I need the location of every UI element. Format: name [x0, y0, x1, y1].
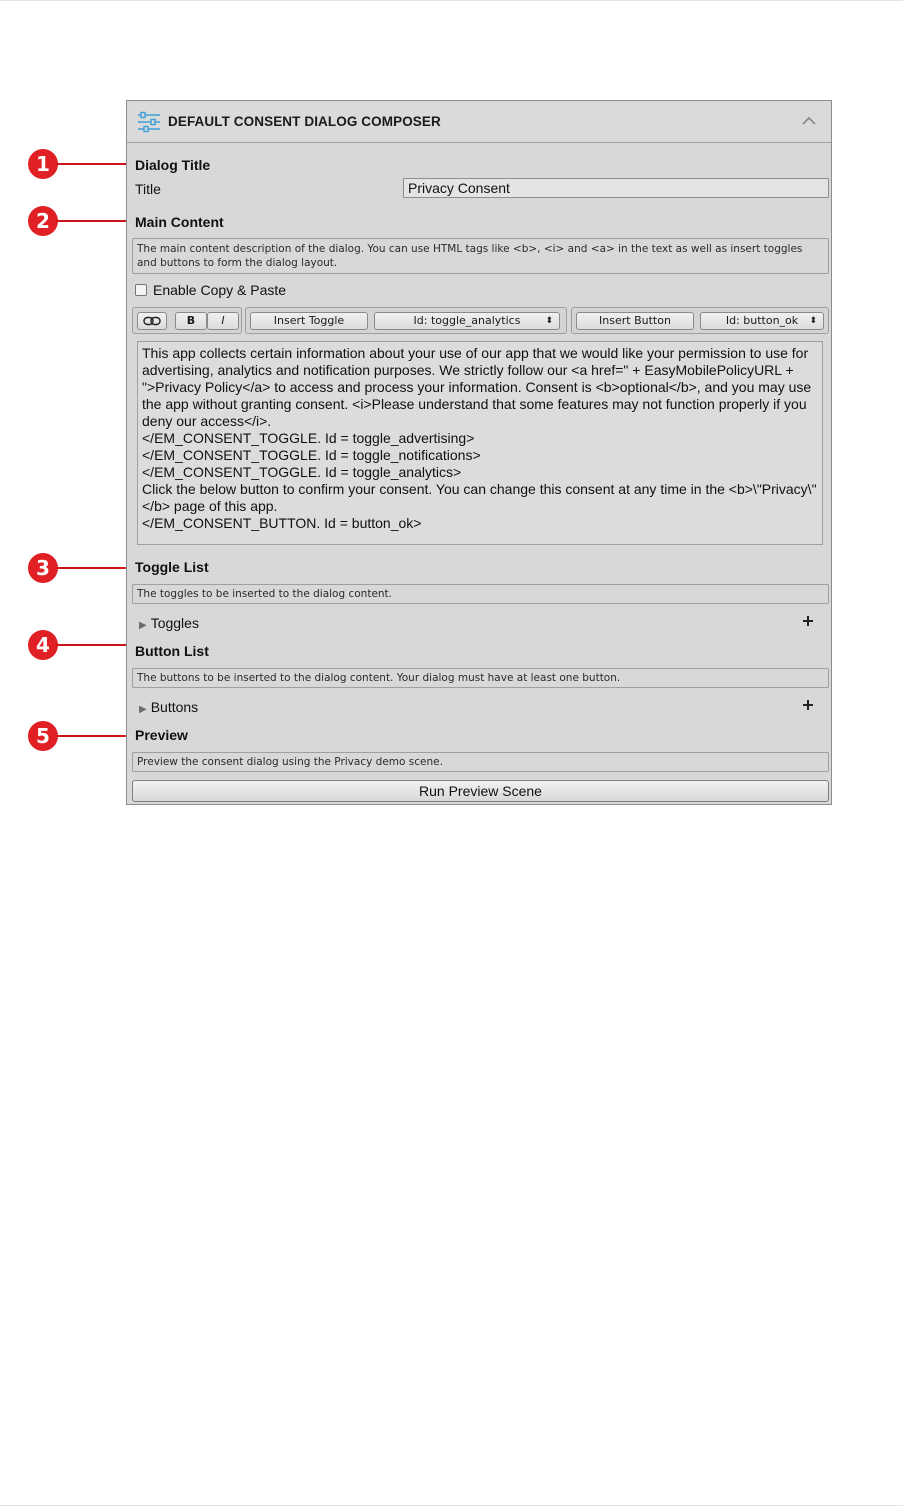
buttons-foldout-label: Buttons	[150, 699, 199, 715]
toggle-list-help: The toggles to be inserted to the dialog content.	[132, 584, 829, 604]
italic-button[interactable]: I	[207, 312, 239, 330]
main-content-help: The main content description of the dialog. You can use HTML tags like <b>, <i> and <a> in the text as well as insert toggles and buttons to form the dialog layout.	[132, 238, 829, 274]
format-toolbar	[132, 307, 242, 334]
insert-button-button[interactable]: Insert Button	[576, 312, 694, 330]
toggle-toolbar	[245, 307, 567, 334]
bottom-divider	[0, 1505, 903, 1506]
callout-badge: 1	[28, 149, 58, 179]
callout-badge: 2	[28, 206, 58, 236]
consent-composer-panel	[126, 100, 832, 805]
copy-paste-label: Enable Copy & Paste	[153, 282, 287, 298]
title-field-label: Title	[135, 181, 161, 197]
add-toggle-icon[interactable]	[801, 614, 815, 628]
add-button-icon[interactable]	[801, 698, 815, 712]
chevron-up-icon[interactable]	[801, 115, 817, 127]
toggles-foldout-label: Toggles	[150, 615, 199, 631]
bold-button[interactable]: B	[175, 312, 207, 330]
select-arrows-icon: ⬍	[809, 316, 817, 326]
toggle-id-select[interactable]	[374, 312, 560, 330]
foldout-arrow-icon: ▶	[139, 704, 147, 715]
run-preview-button[interactable]: Run Preview Scene	[132, 780, 829, 802]
buttons-foldout[interactable]	[139, 699, 198, 715]
link-button[interactable]	[137, 312, 167, 330]
section-main-content: Main Content	[135, 214, 224, 230]
link-icon	[143, 316, 161, 326]
button-id-select[interactable]	[700, 312, 824, 330]
preview-help: Preview the consent dialog using the Privacy demo scene.	[132, 752, 829, 772]
title-input[interactable]: Privacy Consent	[403, 178, 829, 198]
main-content-textarea[interactable]: This app collects certain information about your use of our app that we would like your permission to use for advertising, analytics and notification purposes. We strictly follow our <a href=" + EasyMobilePolicyURL + ">Privacy Policy</a> to access and process your information. Consent is <b>optional</b>, and you may use the app without granting consent. <i>Please understand that some features may not function properly if you deny our access</i>. </EM_CONSENT_TOGGLE. Id = toggle_advertising> </EM_CONSENT_TOGGLE. Id = toggle_notifications> </EM_CONSENT_TOGGLE. Id = toggle_analytics> Click the below button to confirm your consent. You can change this consent at any time in the <b>\"Privacy\"</b> page of this app. </EM_CONSENT_BUTTON. Id = button_ok>	[137, 341, 823, 545]
select-arrows-icon: ⬍	[545, 316, 553, 326]
button-toolbar	[571, 307, 829, 334]
sliders-icon	[137, 111, 161, 133]
section-preview: Preview	[135, 727, 188, 743]
section-toggle-list: Toggle List	[135, 559, 209, 575]
top-divider	[0, 0, 903, 1]
button-list-help: The buttons to be inserted to the dialog content. Your dialog must have at least one button.	[132, 668, 829, 688]
foldout-arrow-icon: ▶	[139, 620, 147, 631]
callout-badge: 3	[28, 553, 58, 583]
button-id-value: Id: button_ok	[725, 314, 799, 327]
copy-paste-checkbox[interactable]	[135, 284, 147, 296]
toggle-id-value: Id: toggle_analytics	[413, 314, 521, 327]
panel-header[interactable]	[127, 101, 831, 143]
callout-badge: 4	[28, 630, 58, 660]
insert-toggle-button[interactable]: Insert Toggle	[250, 312, 368, 330]
panel-title: DEFAULT CONSENT DIALOG COMPOSER	[168, 114, 441, 129]
section-dialog-title: Dialog Title	[135, 157, 211, 173]
section-button-list: Button List	[135, 643, 209, 659]
callout-badge: 5	[28, 721, 58, 751]
toggles-foldout[interactable]	[139, 615, 199, 631]
